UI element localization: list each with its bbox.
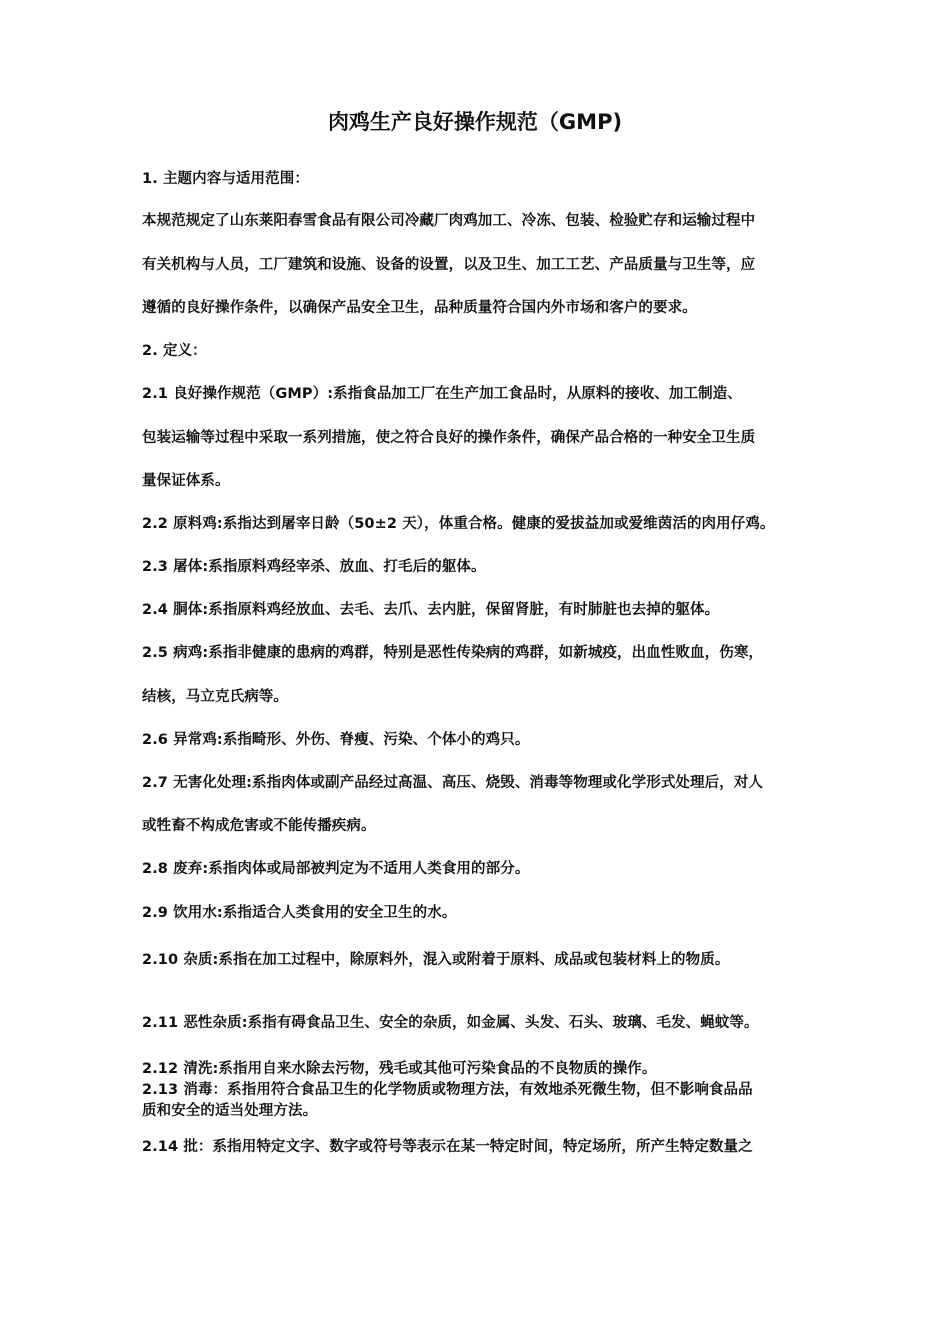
definition-line: 2.7 无害化处理:系指肉体或副产品经过高温、高压、烧毁、消毒等物理或化学形式处理后，对人 xyxy=(142,775,764,791)
definition-line: 2.1 良好操作规范（GMP）:系指食品加工厂在生产加工食品时，从原料的接收、加工制造、 xyxy=(142,386,742,402)
definition-line: 2.2 原料鸡:系指达到屠宰日龄（50±2 天），体重合格。健康的爱拔益加或爱维茵活的肉用仔鸡。 xyxy=(142,516,775,532)
definition-line: 2.14 批：系指用特定文字、数字或符号等表示在某一特定时间，特定场所，所产生特定数量之 xyxy=(142,1139,753,1155)
definition-line: 2.5 病鸡:系指非健康的患病的鸡群，特别是恶性传染病的鸡群，如新城疫，出血性败血，伤寒， xyxy=(142,645,764,661)
document-title: 肉鸡生产良好操作规范（GMP) xyxy=(327,110,623,134)
section-heading: 2. 定义： xyxy=(142,343,207,359)
definition-line: 量保证体系。 xyxy=(142,473,230,489)
definition-line: 2.4 胴体:系指原料鸡经放血、去毛、去爪、去内脏，保留肾脏，有时肺脏也去掉的躯体。 xyxy=(142,602,720,618)
definition-line: 2.12 清洗:系指用自来水除去污物，残毛或其他可污染食品的不良物质的操作。 xyxy=(142,1061,657,1077)
definition-line: 质和安全的适当处理方法。 xyxy=(142,1103,318,1119)
definition-line: 或牲畜不构成危害或不能传播疾病。 xyxy=(142,818,376,834)
definition-line: 2.8 废弃:系指肉体或局部被判定为不适用人类食用的部分。 xyxy=(142,861,530,877)
definition-line: 2.3 屠体:系指原料鸡经宰杀、放血、打毛后的躯体。 xyxy=(142,559,486,575)
paragraph-line: 有关机构与人员，工厂建筑和设施、设备的设置，以及卫生、加工工艺、产品质量与卫生等，应 xyxy=(142,257,756,273)
definition-line: 2.9 饮用水:系指适合人类食用的安全卫生的水。 xyxy=(142,905,457,921)
definition-line: 包装运输等过程中采取一系列措施，使之符合良好的操作条件，确保产品合格的一种安全卫生质 xyxy=(142,430,756,446)
definition-line: 2.6 异常鸡:系指畸形、外伤、脊瘦、污染、个体小的鸡只。 xyxy=(142,732,530,748)
paragraph-line: 本规范规定了山东莱阳春雪食品有限公司冷藏厂肉鸡加工、冷冻、包装、检验贮存和运输过程中 xyxy=(142,213,756,229)
definition-line: 2.13 消毒：系指用符合食品卫生的化学物质或物理方法，有效地杀死微生物，但不影响食品品 xyxy=(142,1082,753,1098)
definition-line: 结核，马立克氏病等。 xyxy=(142,689,288,705)
paragraph-line: 遵循的良好操作条件，以确保产品安全卫生，品种质量符合国内外市场和客户的要求。 xyxy=(142,300,697,316)
definition-line: 2.10 杂质:系指在加工过程中，除原料外，混入或附着于原料、成品或包装材料上的物质。 xyxy=(142,952,730,968)
definition-line: 2.11 恶性杂质:系指有碍食品卫生、安全的杂质，如金属、头发、石头、玻璃、毛发、蝇蚊等。 xyxy=(142,1015,759,1031)
section-heading: 1. 主题内容与适用范围： xyxy=(142,171,309,187)
